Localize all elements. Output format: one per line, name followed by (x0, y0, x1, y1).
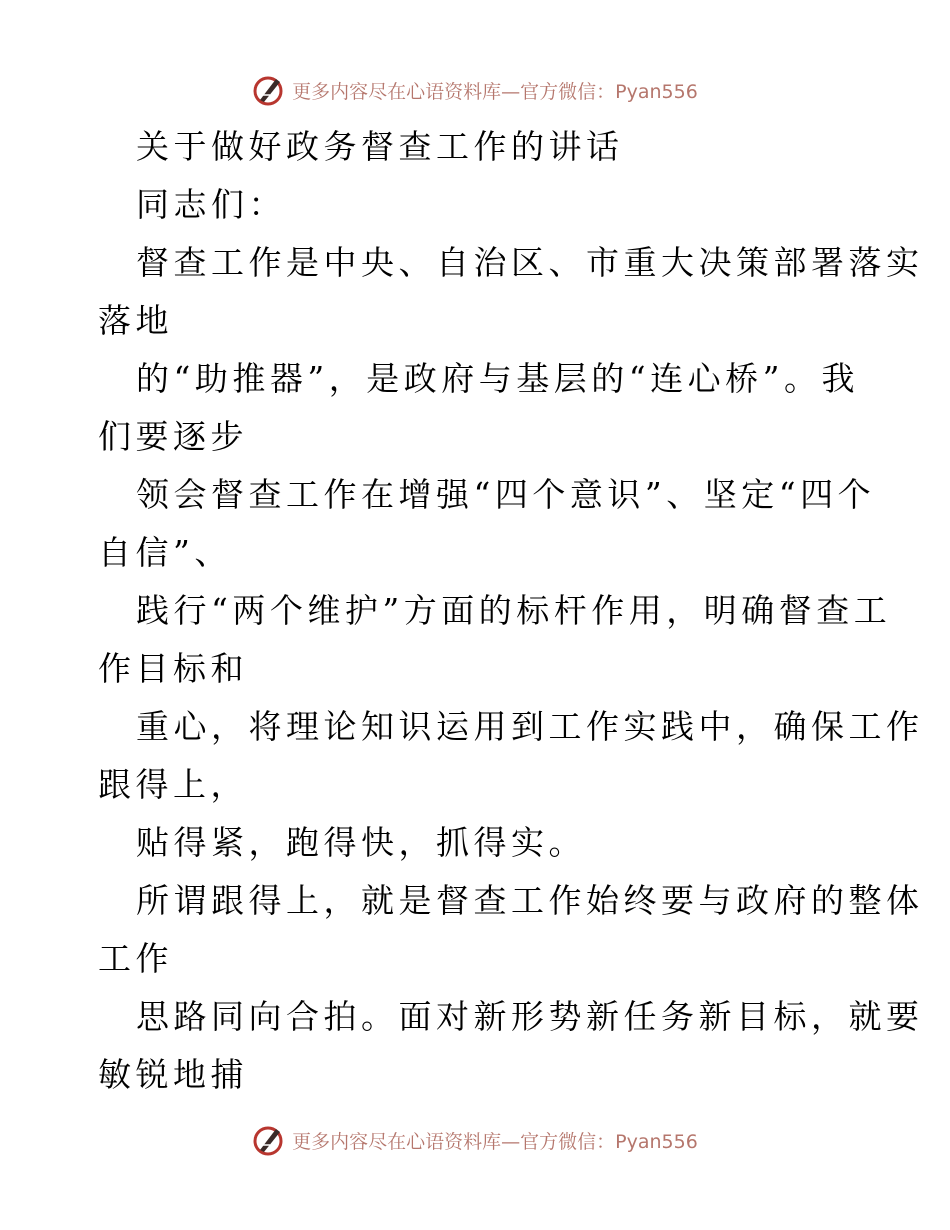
banner-label: 更多内容尽在心语资料库—官方微信： (292, 80, 616, 103)
text-line: 敏锐地捕 (98, 1055, 248, 1094)
text-line: 践行“两个维护”方面的标杆作用，明确督查工 (136, 591, 892, 630)
text-line: 落地 (98, 301, 173, 340)
text-line: 思路同向合拍。面对新形势新任务新目标，就要 (136, 997, 924, 1036)
text-line: 自信”、 (98, 533, 232, 572)
banner-handle: Pyan556 (615, 80, 698, 103)
text-line: 领会督查工作在增强“四个意识”、坚定“四个 (136, 475, 876, 514)
text-line: 工作 (98, 939, 173, 978)
banner-label: 更多内容尽在心语资料库—官方微信： (292, 1130, 616, 1153)
quill-pen-logo-icon (252, 1123, 286, 1157)
header-banner (0, 70, 950, 110)
text-line: 们要逐步 (98, 417, 248, 456)
text-line: 所谓跟得上，就是督查工作始终要与政府的整体 (136, 881, 924, 920)
banner-text (292, 77, 698, 104)
banner-handle: Pyan556 (615, 1130, 698, 1153)
banner-text (292, 1127, 698, 1154)
text-line: 同志们： (136, 185, 286, 224)
text-line: 的“助推器”，是政府与基层的“连心桥”。我 (136, 359, 859, 398)
text-line: 关于做好政务督查工作的讲话 (136, 127, 624, 166)
text-line: 跟得上， (98, 765, 248, 804)
text-line: 督查工作是中央、自治区、市重大决策部署落实 (136, 243, 924, 282)
text-line: 作目标和 (98, 649, 248, 688)
quill-pen-logo-icon (252, 73, 286, 107)
text-line: 贴得紧，跑得快，抓得实。 (136, 823, 586, 862)
text-line: 重心，将理论知识运用到工作实践中，确保工作 (136, 707, 924, 746)
footer-banner (0, 1120, 950, 1160)
